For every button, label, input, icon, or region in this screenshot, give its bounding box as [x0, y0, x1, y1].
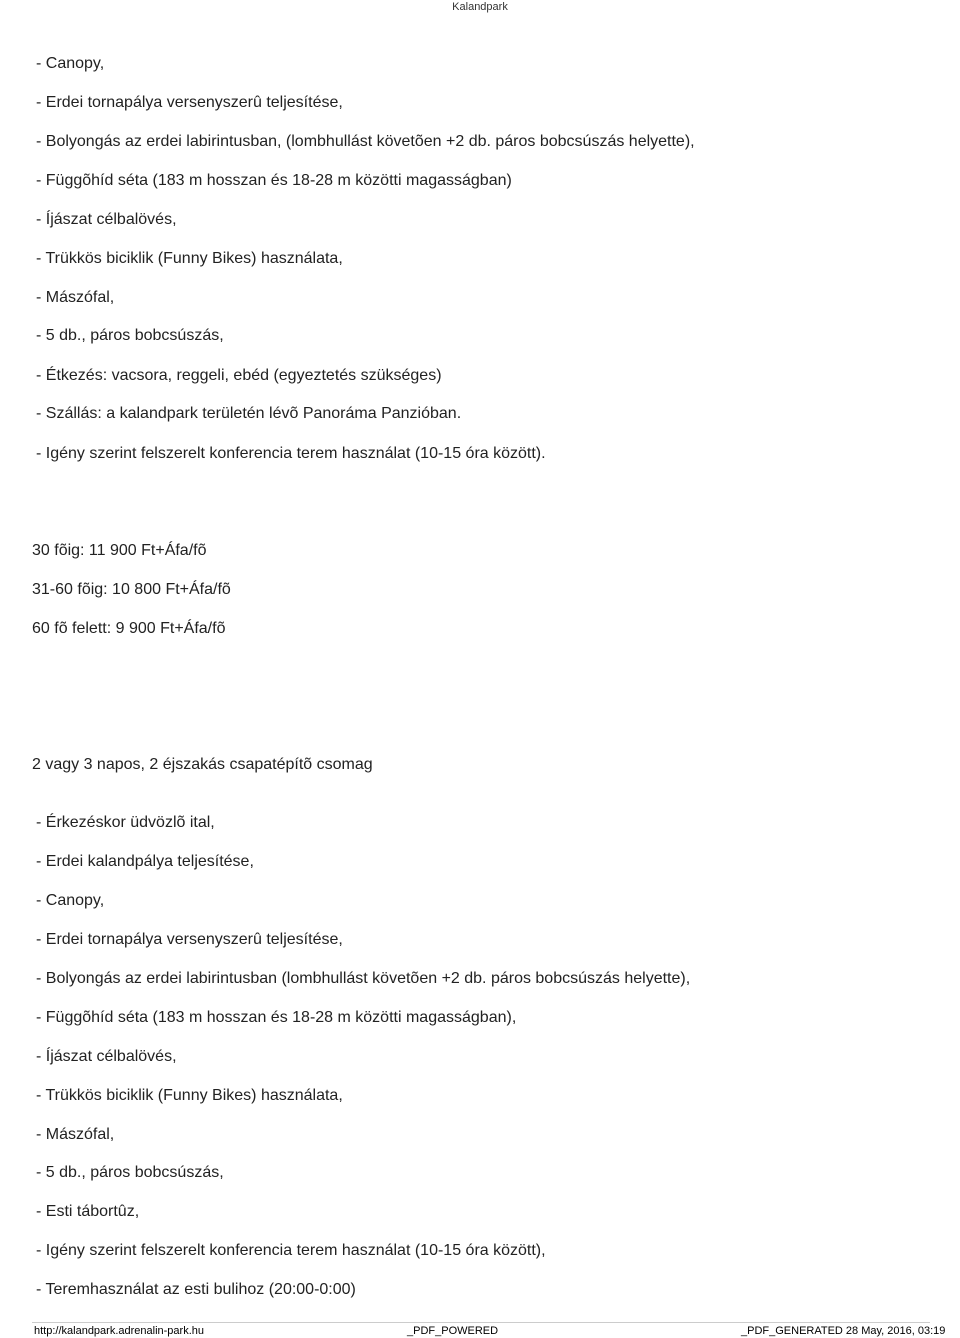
footer-generated-text: _PDF_GENERATED 28 May, 2016, 03:19: [741, 1325, 946, 1337]
list-item: - Erdei tornapálya versenyszerû teljesítése,: [36, 94, 343, 111]
price-line: 31-60 fõig: 10 800 Ft+Áfa/fõ: [32, 581, 231, 598]
list-item: - Függõhíd séta (183 m hosszan és 18-28 m közötti magasságban),: [36, 1009, 517, 1026]
list-item: - Íjászat célbalövés,: [36, 1048, 177, 1065]
list-item: - Függõhíd séta (183 m hosszan és 18-28 m közötti magasságban): [36, 172, 512, 189]
list-item: - Igény szerint felszerelt konferencia terem használat (10-15 óra között),: [36, 1242, 546, 1259]
page-footer: [0, 1324, 960, 1338]
list-item: - Igény szerint felszerelt konferencia terem használat (10-15 óra között).: [36, 445, 546, 462]
list-item: - Esti tábortûz,: [36, 1203, 140, 1220]
list-item: - Íjászat célbalövés,: [36, 211, 177, 228]
footer-powered-text: _PDF_POWERED: [407, 1325, 499, 1337]
price-line: 30 fõig: 11 900 Ft+Áfa/fõ: [32, 542, 207, 559]
list-item: - Étkezés: vacsora, reggeli, ebéd (egyeztetés szükséges): [36, 367, 442, 384]
list-item: - Érkezéskor üdvözlõ ital,: [36, 814, 215, 831]
list-item: - Erdei tornapálya versenyszerû teljesítése,: [36, 931, 343, 948]
list-item: - Bolyongás az erdei labirintusban, (lombhullást követõen +2 db. páros bobcsúszás helyette),: [36, 133, 695, 150]
package2-title: 2 vagy 3 napos, 2 éjszakás csapatépítõ csomag: [32, 756, 373, 773]
list-item: - Canopy,: [36, 55, 105, 72]
list-item: - Mászófal,: [36, 289, 115, 306]
list-item: - 5 db., páros bobcsúszás,: [36, 1164, 224, 1181]
footer-url-link[interactable]: http://kalandpark.adrenalin-park.hu: [34, 1325, 204, 1337]
list-item: - Teremhasználat az esti bulihoz (20:00-0:00): [36, 1281, 356, 1298]
list-item: - Erdei kalandpálya teljesítése,: [36, 853, 254, 870]
list-item: - Mászófal,: [36, 1126, 115, 1143]
list-item: - Canopy,: [36, 892, 105, 909]
list-item: - Trükkös biciklik (Funny Bikes) használata,: [36, 1087, 343, 1104]
list-item: - Bolyongás az erdei labirintusban (lombhullást követõen +2 db. páros bobcsúszás helyette),: [36, 970, 691, 987]
page-header-title: Kalandpark: [452, 1, 508, 13]
list-item: - Szállás: a kalandpark területén lévõ Panoráma Panzióban.: [36, 405, 462, 422]
price-line: 60 fõ felett: 9 900 Ft+Áfa/fõ: [32, 620, 226, 637]
list-item: - Trükkös biciklik (Funny Bikes) használata,: [36, 250, 343, 267]
footer-divider: [32, 1322, 930, 1323]
list-item: - 5 db., páros bobcsúszás,: [36, 327, 224, 344]
